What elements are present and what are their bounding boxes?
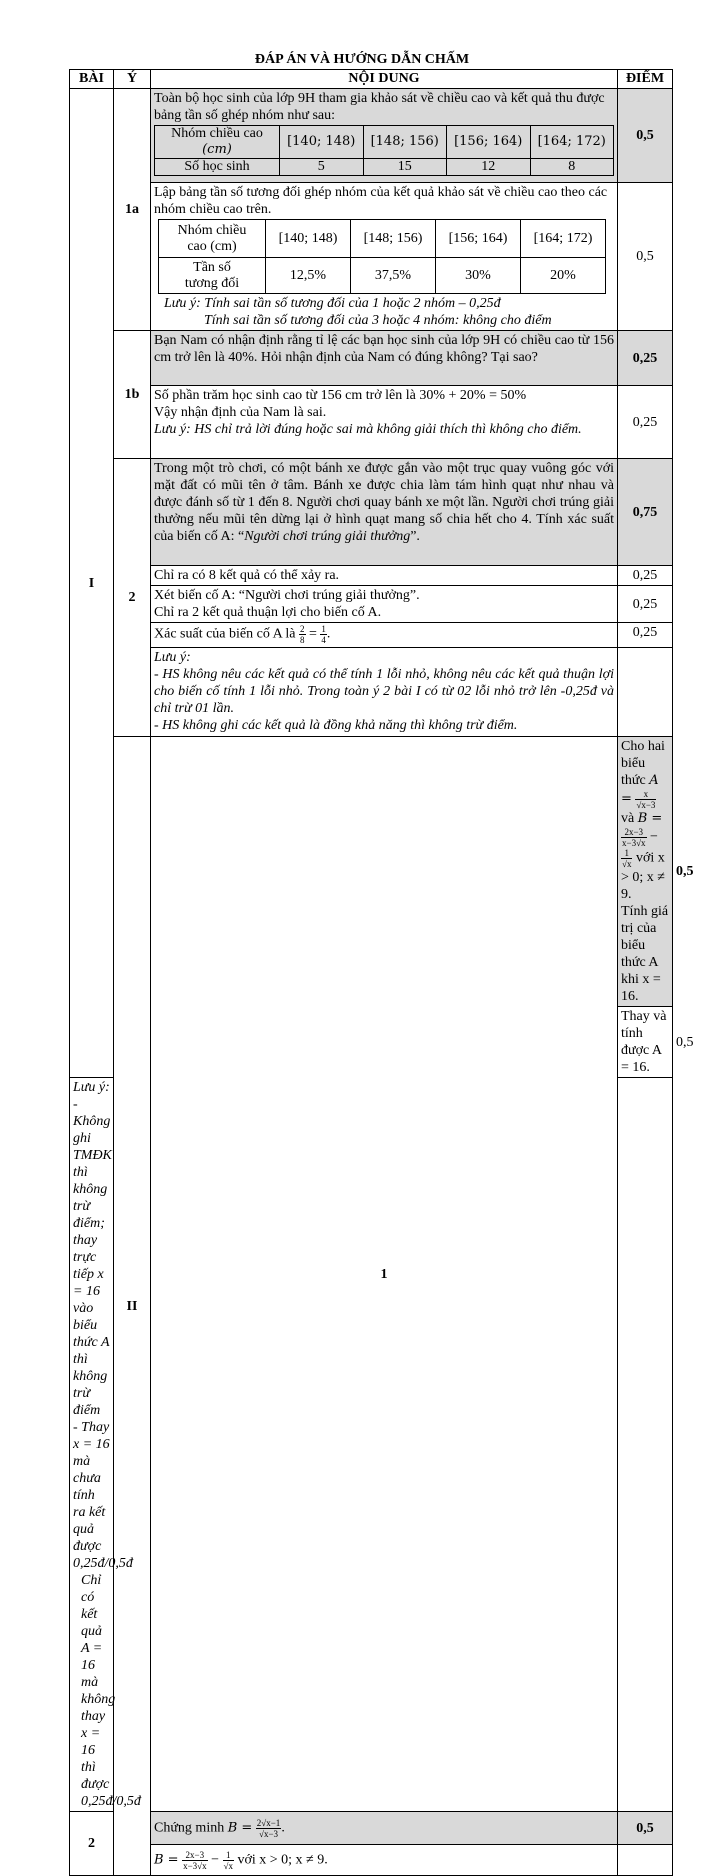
rel-val-2: 37,5% [351, 258, 436, 294]
label-1b: 1b [114, 331, 151, 459]
fraction-2-8: $\frac{2}{8}$ [300, 624, 305, 645]
page-title: ĐÁP ÁN VÀ HƯỚNG DẪN CHẤM [254, 52, 470, 67]
points-2-s3: 0,25 [618, 623, 673, 648]
q1b-ans-1: Số phần trăm học sinh cao từ 156 cm trở lên là 30% + 20% = 50% [154, 388, 527, 403]
freq-val-3: 12 [447, 159, 531, 176]
points-1b-q: 0,25 [618, 331, 673, 386]
rel-col-3: [156; 164) [436, 220, 521, 258]
freq-col-2: [148; 156) [363, 126, 447, 159]
q1b-note: Lưu ý: HS chỉ trả lời đúng hoặc sai mà không giải thích thì không cho điểm. [154, 422, 582, 437]
header-bai: BÀI [70, 70, 114, 89]
q2-step-3-text: Xác suất của biến cố A là [154, 626, 296, 642]
q1b-question: Bạn Nam có nhận định rằng tỉ lệ các bạn học sinh của lớp 9H có chiều cao từ 156 cm trở lên là 40%. Hỏi nhận định của Nam có đúng không? Tại sao? [151, 331, 618, 386]
rel-val-1: 12,5% [266, 258, 351, 294]
freq-col-4: [164; 172) [530, 126, 614, 159]
q2-question-event: Người chơi trúng giải thưởng [244, 529, 411, 544]
rel-col-2: [148; 156) [351, 220, 436, 258]
q21-step-1: Thay và tính được A = 16. [618, 1007, 673, 1078]
header-y: Ý [114, 70, 151, 89]
header-row [70, 70, 673, 89]
q21-task: Tính giá trị của biểu thức A khi x = 16. [621, 904, 669, 1004]
bai-II: II [114, 737, 151, 1876]
q1b-answer-cell [151, 386, 618, 459]
label-2: 2 [114, 459, 151, 737]
q1a-task: Lập bảng tần số tương đối ghép nhóm của kết quả khảo sát về chiều cao theo các nhóm chiều cao trên. [154, 185, 608, 217]
points-II2-s1 [618, 1845, 673, 1876]
q2-question-cell [151, 459, 618, 566]
q1b-ans-2: Vậy nhận định của Nam là sai. [154, 405, 327, 420]
label-1a: 1a [114, 89, 151, 331]
points-1b-a: 0,25 [618, 386, 673, 459]
q2-question: Trong một trò chơi, có một bánh xe được gắn vào một trục quay vuông góc với mặt đất có mũi tên ở tâm. Bánh xe được chia làm tám hình quạt như nhau và được đánh số từ 1 đến 8. Người chơi quay bánh xe một lần. Người chơi trúng giải thưởng nếu mũi tên dừng lại ở hình quạt mang số chia hết cho 4. Tính xác suất của biến cố A: “ [154, 461, 614, 544]
freq-val-4: 8 [530, 159, 614, 176]
frequency-table [154, 125, 614, 176]
q2-note-cell [151, 648, 618, 737]
label-II-2: 2 [70, 1812, 114, 1876]
freq-row-label: Số học sinh [155, 159, 280, 176]
label-II-1: 1 [151, 737, 618, 1812]
q2-step-1: Chỉ ra có 8 kết quả có thể xảy ra. [151, 566, 618, 586]
rel-row-label: Tần số tương đối [159, 258, 266, 294]
q2-question-end: ”. [410, 529, 420, 544]
q1a-answer-cell [151, 183, 618, 331]
rel-col-1: [140; 148) [266, 220, 351, 258]
relative-frequency-table [158, 219, 606, 294]
points-1a-q: 0,5 [618, 89, 673, 183]
q21-note-2: - Thay x = 16 mà chưa tính ra kết quả được 0,25đ/0,5đ [73, 1420, 133, 1571]
q2-step-2 [151, 586, 618, 623]
q21-note-3: Chỉ có kết quả A = 16 mà không thay x = 16 thì được 0,25đ/0,5đ [81, 1573, 141, 1809]
q2-step-3: Xác suất của biến cố A là $\frac{2}{8}$ = $\frac{1}{4}$ . [151, 623, 618, 648]
points-1a-a: 0,5 [618, 183, 673, 331]
fraction-1-4: $\frac{1}{4}$ [321, 624, 326, 645]
header-noidung: NỘI DUNG [151, 70, 618, 89]
q22-step-1: B = $\frac{2x-3}{x-3√x}$ − $\frac{1}{√x}$ với x > 0; x ≠ 9. [151, 1845, 618, 1876]
bai-I: I [70, 89, 114, 1078]
points-2-s2: 0,25 [618, 586, 673, 623]
header-diem: ĐIỂM [618, 70, 673, 89]
points-2-note [618, 648, 673, 737]
freq-col-3: [156; 164) [447, 126, 531, 159]
points-2-s1: 0,25 [618, 566, 673, 586]
q21-given: Cho hai biểu thức A = $\frac{x}{√x-3}$ và B = $\frac{2x-3}{x-3√x}$ − $\frac{1}{√x}$ với x > 0; x ≠ 9. [621, 739, 665, 902]
freq-val-1: 5 [280, 159, 364, 176]
q21-question-cell [618, 737, 673, 1007]
q1a-note-2: Tính sai tần số tương đối của 3 hoặc 4 nhóm: không cho điểm [204, 313, 552, 328]
freq-val-2: 15 [363, 159, 447, 176]
rel-col-4: [164; 172) [521, 220, 606, 258]
rel-header-group: Nhóm chiều cao (cm) [159, 220, 266, 258]
q22-question: Chứng minh B = $\frac{2√x-1}{√x-3}$ . [151, 1812, 618, 1845]
rel-val-4: 20% [521, 258, 606, 294]
q1a-note-1: Lưu ý: Tính sai tần số tương đối của 1 hoặc 2 nhóm – 0,25đ [164, 296, 501, 311]
q1a-question: Toàn bộ học sinh của lớp 9H tham gia khảo sát về chiều cao và kết quả thu được bảng tần số ghép nhóm như sau: [154, 91, 605, 123]
answer-table: BÀI Ý NỘI DUNG ĐIỂM I 1a Toàn bộ học sinh của lớp 9H tham gia khảo sát về chiều cao và kết quả thu được bảng tần số ghép nhóm như sau: Nhóm chiều cao (cm) [140; 148) [148; 156) [156; 164) [164; 172) Số học sinh 5 15 12 8 0,5 Lập bảng tần số tương đối ghép nhóm của kết quả khảo sát về chiều cao theo các nhóm chiều cao trên. Nhóm chiều cao (cm) [140; 148) [148; 156) [156; 164) [164; 172) Tần số tương đối 12,5% 37,5% 30% 20% Lưu ý: Tính sai tần số tương đối của 1 hoặc 2 nhóm – 0,25đ Tính sai tần số tương đối của 3 hoặc 4 nhóm: không cho điểm 0,5 1b Bạn Nam có nhận định rằng tỉ lệ các bạn học sinh của lớp 9H có chiều cao từ 156 cm trở lên là 40%. Hỏi nhận định của Nam có đúng không? Tại sao? 0,25 Số phần trăm học sinh cao từ 156 cm trở lên là 30% + 20% = 50% Vậy nhận định của Nam là sai. Lưu ý: HS chỉ trả lời đúng hoặc sai mà không giải thích thì không cho điểm. 0,25 2 Trong một trò chơi, có một bánh xe được gắn vào một trục quay vuông góc với mặt đất có mũi tên ở tâm. Bánh xe được chia làm tám hình quạt như nhau và được đánh số từ 1 đến 8. Người chơi quay bánh xe một lần. Người chơi trúng giải thưởng nếu mũi tên dừng lại ở hình quạt mang số chia hết cho 4. Tính xác suất của biến cố A: “Người chơi trúng giải thưởng”. 0,75 Chỉ ra có 8 kết quả có thể xảy ra. 0,25 Xét biến cố A: “Người chơi trúng giải thưởng”. Chỉ ra 2 kết quả thuận lợi cho biến cố A. 0,25 Xác suất của biến cố A là $\frac{2}{8}$ = $\frac{1}{4}$ . 0,25 Lưu ý: - HS không nêu các kết quả có thể tính 1 lỗi nhỏ, không nêu các kết quả thuận lợi cho biến cố tính 1 lỗi nhỏ. Trong toàn ý 2 bài I có từ 02 lỗi nhỏ trở lên -0,25đ và chỉ trừ 01 lần. - HS không ghi các kết quả là đồng khả năng thì không trừ điểm. II 1 Cho hai biểu thức A = $\frac{x}{√x-3}$ và B = $\frac{2x-3}{x-3√x}$ − $\frac{1}{√x}$ với x > 0; x ≠ 9. Tính giá trị của biểu thức A khi x = 16. 0,5 Thay và tính được A = 16. 0,5 Lưu ý: - Không ghi TMĐK thì không trừ điểm; thay trực tiếp x = 16 vào biểu thức A thì không trừ điểm - Thay x = 16 mà chưa tính ra kết quả được 0,25đ/0,5đ Chỉ có kết quả A = 16 mà không thay x = 16 thì được 0,25đ/0,5đ 2 Chứng minh B = $\frac{2√x-1}{√x-3}$ . 0,5 B = $\frac{2x-3}{x-3√x}$ − $\frac{1}{√x}$ với x > 0; x ≠ 9. [69, 69, 673, 1876]
q2-step-2b: Chỉ ra 2 kết quả thuận lợi cho biến cố A. [154, 605, 382, 620]
q2-note-1: - HS không nêu các kết quả có thể tính 1 lỗi nhỏ, không nêu các kết quả thuận lợi cho biến cố tính 1 lỗi nhỏ. Trong toàn ý 2 bài I có từ 02 lỗi nhỏ trở lên -0,25đ và chỉ trừ 01 lần. [154, 667, 614, 716]
freq-header-group: Nhóm chiều cao (cm) [155, 126, 280, 159]
points-2-q: 0,75 [618, 459, 673, 566]
q2-step-2a: Xét biến cố A: “Người chơi trúng giải thưởng”. [154, 588, 420, 603]
rel-val-3: 30% [436, 258, 521, 294]
q21-note-title: Lưu ý: [73, 1080, 110, 1095]
q2-note-2: - HS không ghi các kết quả là đồng khả năng thì không trừ điểm. [154, 718, 518, 733]
q2-note-title: Lưu ý: [154, 650, 191, 665]
points-II2-q: 0,5 [618, 1812, 673, 1845]
points-II1-note [618, 1078, 673, 1812]
q1a-question-cell [151, 89, 618, 183]
q21-note-1: - Không ghi TMĐK thì không trừ điểm; thay trực tiếp x = 16 vào biểu thức A thì không trừ điểm [73, 1097, 112, 1418]
freq-col-1: [140; 148) [280, 126, 364, 159]
